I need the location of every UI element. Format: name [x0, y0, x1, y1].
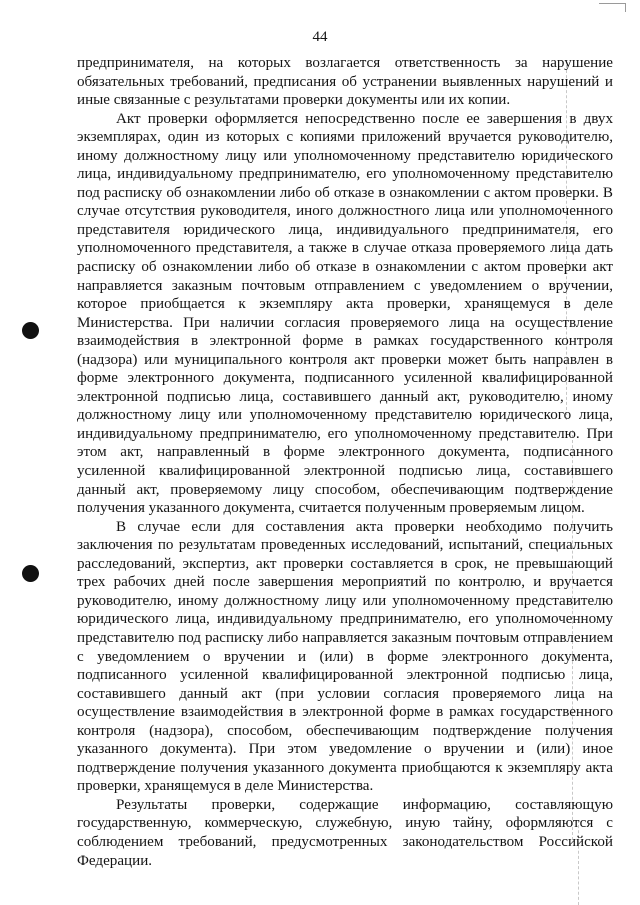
paragraph-continuation: предпринимателя, на которых возлагается ответственность за нарушение обязательных требований, предписания об устранении выявленных нарушений и иные связанные с результатами проверки документы или их копии. [77, 55, 613, 109]
document-body [77, 54, 613, 870]
punch-hole-bottom [22, 565, 39, 582]
page-number: 44 [312, 29, 328, 45]
paragraph-expertise-deadline: В случае если для составления акта проверки необходимо получить заключения по результатам проведенных исследований, испытаний, специальных расследований, экспертиз, акт проверки составляется в срок, не превышающий трех рабочих дней после завершения мероприятий по контролю, и вручается руководителю, иному должностному лицу или уполномоченному представителю юридического лица, индивидуальному предпринимателю, его уполномоченному представителю под расписку либо направляется заказным почтовым отправлением с уведомлением о вручении и (или) в форме электронного документа, подписанного усиленной квалифицированной электронной подписью лица, составившего данный акт (при условии согласия проверяемого лица на осуществление взаимодействия в электронной форме в рамках государственного контроля (надзора), способом, обеспечивающим подтверждение получения указанного документа). При этом уведомление о вручении и (или) иное подтверждение получения указанного документа приобщаются к экземпляру акта проверки, хранящемуся в деле Министерства. [77, 518, 613, 795]
paragraph-secrecy: Результаты проверки, содержащие информацию, составляющую государственную, коммерческую, служебную, иную тайну, оформляются с соблюдением требований, предусмотренных законодательством Российской Федерации. [77, 796, 613, 869]
scan-corner-mark [599, 3, 626, 12]
paragraph-act-delivery: Акт проверки оформляется непосредственно после ее завершения в двух экземплярах, один из которых с копиями приложений вручается руководителю, иному должностному лицу или уполномоченному представителю юридического лица, индивидуальному предпринимателю, его уполномоченному представителю под расписку об ознакомлении либо об отказе в ознакомлении с актом проверки. В случае отсутствия руководителя, иного должностного лица или уполномоченного представителя юридического лица, индивидуального предпринимателя, его уполномоченного представителя, а также в случае отказа проверяемого лица дать расписку об ознакомлении либо об отказе в ознакомлении с актом проверки акт направляется заказным почтовым отправлением с уведомлением о вручении, которое приобщается к экземпляру акта проверки, хранящемуся в деле Министерства. При наличии согласия проверяемого лица на осуществление взаимодействия в электронной форме в рамках государственного контроля (надзора) или муниципального контроля акт проверки может быть направлен в форме электронного документа, подписанного усиленной квалифицированной электронной подписью лица, составившего данный акт, руководителю, иному должностному лицу или уполномоченному представителю юридического лица, индивидуальному предпринимателю, его уполномоченному представителю. При этом акт, направленный в форме электронного документа, подписанного усиленной квалифицированной электронной подписью лица, составившего данный акт, проверяемому лицу способом, обеспечивающим подтверждение получения указанного документа, считается полученным проверяемым лицом. [77, 110, 613, 517]
punch-hole-top [22, 322, 39, 339]
